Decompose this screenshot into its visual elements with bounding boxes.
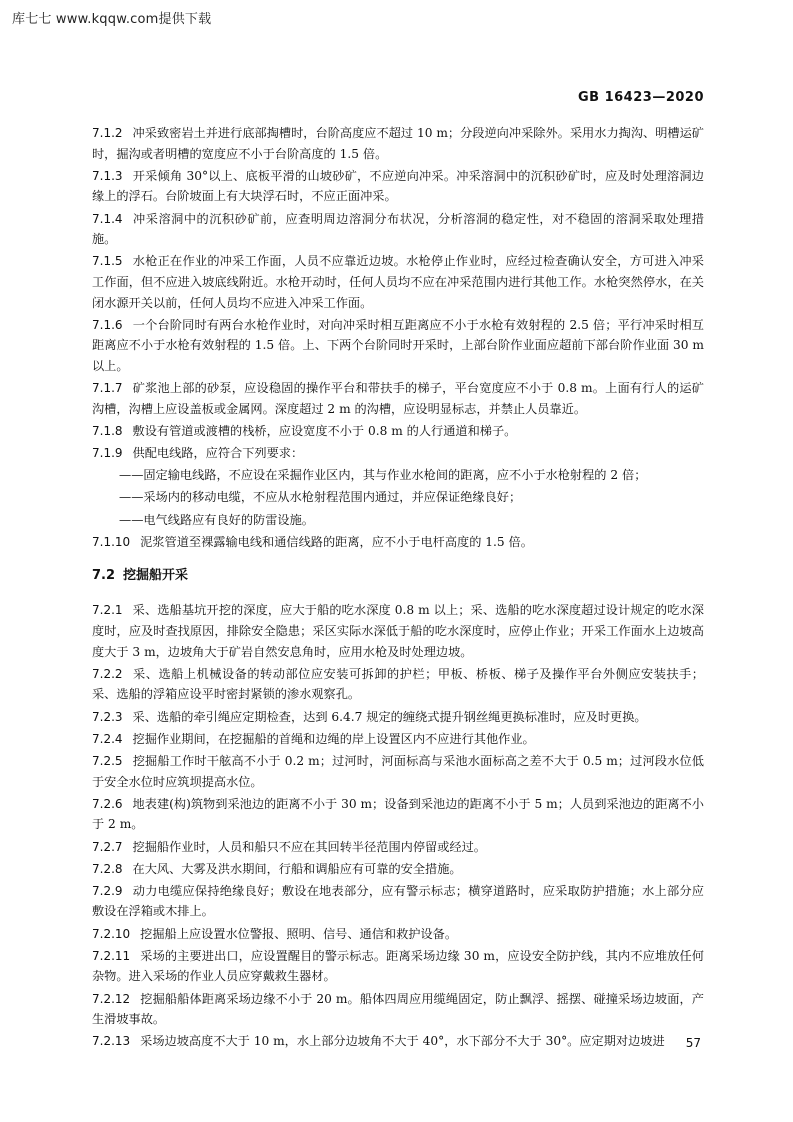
- clause-paragraph: [92, 123, 704, 164]
- clause-paragraph: [92, 378, 704, 419]
- clause-text: 动力电缆应保持绝缘良好；敷设在地表部分，应有警示标志；横穿道路时，应采取防护措施；水上部分应敷设在浮箱或木排上。: [92, 883, 704, 919]
- clause-number: 7.2.6: [92, 796, 123, 811]
- clause-text: 采场的主要进出口，应设置醒目的警示标志。距离采场边缘 30 m，应设安全防护线，其内不应堆放任何杂物。进入采场的作业人员应穿戴救生器材。: [92, 948, 704, 984]
- clause-number: 7.1.6: [92, 317, 123, 332]
- clause-number: 7.2.1: [92, 603, 123, 618]
- clause-text: 采、选船的牵引绳应定期检查，达到 6.4.7 规定的缠绕式提升钢丝绳更换标准时，应及时更换。: [132, 709, 647, 724]
- clause-text: 冲采溶洞中的沉积砂矿前，应查明周边溶洞分布状况，分析溶洞的稳定性，对不稳固的溶洞采取处理措施。: [92, 211, 704, 247]
- clause-paragraph: [92, 751, 704, 792]
- clause-text: ——采场内的移动电缆，不应从水枪射程范围内通过，并应保证绝缘良好；: [119, 490, 522, 505]
- clause-paragraph: [92, 881, 704, 922]
- clause-number: 7.2.13: [92, 1034, 131, 1049]
- clause-paragraph: [92, 859, 704, 880]
- clause-paragraph: [92, 166, 704, 207]
- clause-number: 7.1.10: [92, 534, 131, 549]
- clause-text: 挖掘船开采: [123, 568, 189, 584]
- clause-text: 在大风、大雾及洪水期间，行船和调船应有可靠的安全措施。: [132, 861, 462, 876]
- clause-paragraph: [92, 600, 704, 662]
- clause-paragraph: [92, 209, 704, 250]
- clause-text: 冲采致密岩土并进行底部掏槽时，台阶高度应不超过 10 m；分段逆向冲采除外。采用水力掏沟、明槽运矿时，掘沟或者明槽的宽度应不小于台阶高度的 1.5 倍。: [92, 126, 704, 161]
- clause-paragraph: [92, 315, 704, 377]
- clause-text: 挖掘船工作时干舷高不小于 0.2 m；过河时，河面标高与采池水面标高之差不大于 0.5 m；过河段水位低于安全水位时应筑坝提高水位。: [92, 753, 704, 789]
- clause-paragraph: [92, 794, 704, 835]
- document-body: [92, 123, 704, 1054]
- clause-number: 7.2.5: [92, 753, 123, 768]
- clause-paragraph: [92, 1031, 704, 1052]
- clause-number: 7.2.9: [92, 883, 123, 898]
- clause-text: 泥浆管道至裸露输电线和通信线路的距离，应不小于电杆高度的 1.5 倍。: [140, 534, 533, 549]
- clause-number: 7.1.4: [92, 211, 123, 226]
- clause-paragraph: [92, 837, 704, 858]
- clause-paragraph: [92, 532, 704, 553]
- clause-text: 地表建(构)筑物到采池边的距离不小于 30 m；设备到采池边的距离不小于 5 m；人员到采池边的距离不小于 2 m。: [92, 796, 704, 832]
- clause-paragraph: [92, 421, 704, 442]
- clause-text: 开采倾角 30°以上、底板平滑的山坡砂矿，不应逆向冲采。冲采溶洞中的沉积砂矿时，应及时处理溶洞边缘上的浮石。台阶坡面上有大块浮石时，不应正面冲采。: [92, 168, 704, 204]
- clause-text: 挖掘作业期间，在挖掘船的首绳和边绳的岸上设置区内不应进行其他作业。: [132, 731, 535, 746]
- clause-number: 7.2.12: [92, 991, 131, 1006]
- clause-text: 供配电线路，应符合下列要求：: [132, 446, 304, 461]
- list-item: [92, 465, 704, 486]
- clause-paragraph: [92, 989, 704, 1030]
- clause-number: 7.2.4: [92, 731, 123, 746]
- clause-number: 7.2.7: [92, 839, 123, 854]
- clause-number: 7.2: [92, 568, 116, 584]
- clause-paragraph: [92, 443, 704, 464]
- clause-number: 7.1.5: [92, 254, 123, 269]
- clause-number: 7.1.8: [92, 423, 123, 438]
- clause-paragraph: [92, 924, 704, 945]
- standard-code: GB 16423—2020: [577, 90, 704, 105]
- list-item: [92, 487, 704, 508]
- clause-paragraph: [92, 946, 704, 987]
- clause-number: 7.2.10: [92, 926, 131, 941]
- clause-text: ——固定输电线路，不应设在采掘作业区内，其与作业水枪间的距离，应不小于水枪射程的 2 倍；: [119, 468, 647, 483]
- clause-text: 采、选船基坑开挖的深度，应大于船的吃水深度 0.8 m 以上；采、选船的吃水深度超过设计规定的吃水深度时，应及时查找原因，排除安全隐患；采区实际水深低于船的吃水深度时，应停止作业；开采工作面水上边坡高度大于 3 m，边坡角大于矿岩自然安息角时，应用水枪及时处理边坡。: [92, 603, 704, 659]
- clause-paragraph: [92, 707, 704, 728]
- clause-text: ——电气线路应有良好的防雷设施。: [119, 512, 314, 527]
- clause-number: 7.2.3: [92, 709, 123, 724]
- clause-number: 7.2.8: [92, 861, 123, 876]
- clause-text: 挖掘船上应设置水位警报、照明、信号、通信和救护设备。: [140, 926, 458, 941]
- section-heading: [92, 566, 704, 586]
- clause-paragraph: [92, 729, 704, 750]
- watermark-text: 库七七 www.kqqw.com提供下载: [12, 12, 212, 27]
- clause-text: 水枪正在作业的冲采工作面，人员不应靠近边坡。水枪停止作业时，应经过检查确认安全，方可进入冲采工作面，但不应进入坡底线附近。水枪开动时，任何人员均不应在冲采范围内进行其他工作。水枪突然停水，在关闭水源开关以前，任何人员均不应进入冲采工作面。: [92, 254, 704, 310]
- clause-number: 7.1.3: [92, 168, 123, 183]
- clause-paragraph: [92, 251, 704, 313]
- clause-text: 敷设有管道或渡槽的栈桥，应设宽度不小于 0.8 m 的人行通道和梯子。: [132, 423, 517, 438]
- clause-number: 7.1.7: [92, 381, 123, 396]
- page-number: 57: [685, 1036, 701, 1050]
- clause-number: 7.1.2: [92, 126, 123, 140]
- clause-text: 挖掘船作业时，人员和船只不应在其回转半径范围内停留或经过。: [132, 839, 486, 854]
- clause-number: 7.2.2: [92, 666, 123, 681]
- clause-text: 采、选船上机械设备的转动部位应安装可拆卸的护栏；甲板、桥板、梯子及操作平台外侧应安装扶手；采、选船的浮箱应设平时密封紧锁的渗水观察孔。: [92, 666, 704, 702]
- list-item: [92, 510, 704, 531]
- clause-number: 7.2.11: [92, 948, 131, 963]
- clause-paragraph: [92, 664, 704, 705]
- clause-text: 矿浆池上部的砂泵，应设稳固的操作平台和带扶手的梯子，平台宽度应不小于 0.8 m。上面有行人的运矿沟槽，沟槽上应设盖板或金属网。深度超过 2 m 的沟槽，应设明显标志，并禁止人员靠近。: [92, 381, 704, 416]
- clause-text: 一个台阶同时有两台水枪作业时，对向冲采时相互距离应不小于水枪有效射程的 2.5 倍；平行冲采时相互距离应不小于水枪有效射程的 1.5 倍。上、下两个台阶同时开采时，上部台阶作业面应超前下部台阶作业面 30 m 以上。: [92, 317, 704, 373]
- clause-number: 7.1.9: [92, 446, 123, 461]
- clause-text: 采场边坡高度不大于 10 m，水上部分边坡角不大于 40°，水下部分不大于 30°。应定期对边坡进: [140, 1034, 665, 1049]
- clause-text: 挖掘船船体距离采场边缘不小于 20 m。船体四周应用缆绳固定，防止飘浮、摇摆、碰撞采场边坡面，产生滑坡事故。: [92, 991, 704, 1027]
